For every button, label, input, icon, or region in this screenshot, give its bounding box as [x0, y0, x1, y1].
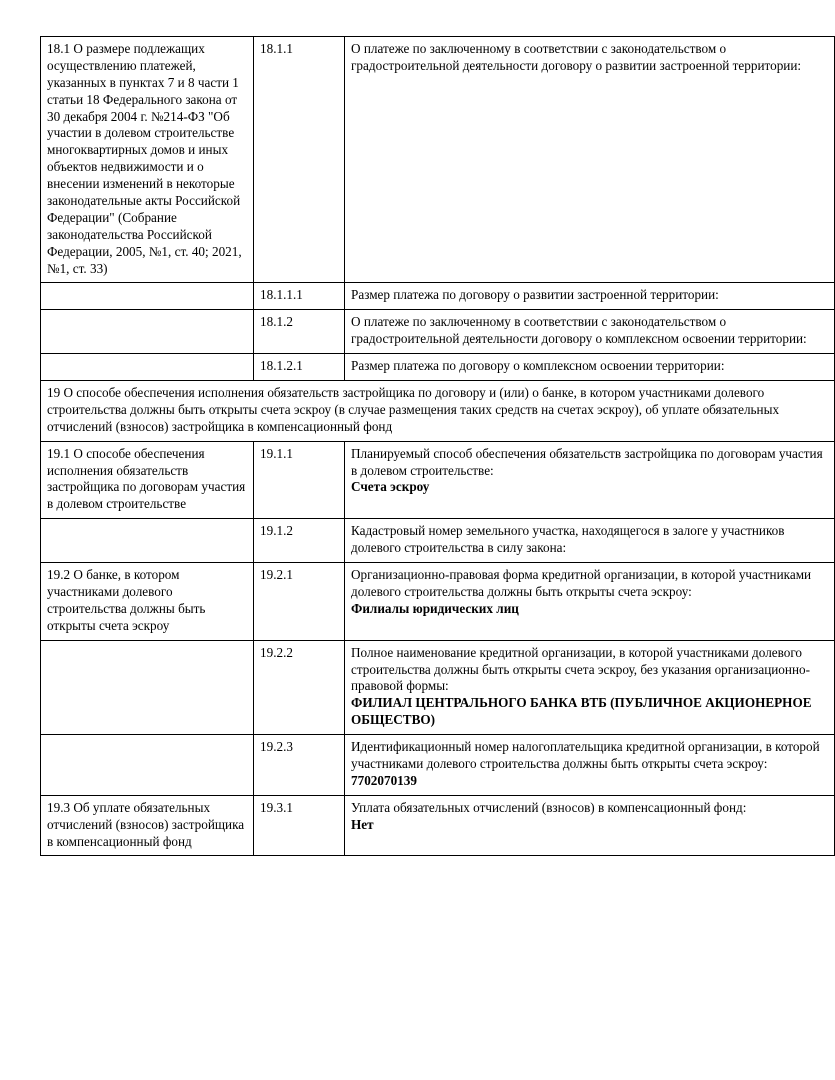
value-text: Размер платежа по договору о развитии застроенной территории: [351, 287, 719, 303]
value-text: О платеже по заключенному в соответствии с законодательством о градостроительной деятельности договору о развитии застроенной территории: [351, 41, 802, 73]
value-text: Уплата обязательных отчислений (взносов) в компенсационный фонд: [351, 799, 747, 815]
value-text: Организационно-правовая форма кредитной организации, в которой участниками долевого строительства должны быть открыты счета эскроу: [351, 567, 812, 599]
table-row [41, 795, 835, 856]
value-text: Полное наименование кредитной организации, в которой участниками долевого строительства должны быть открыты счета эскроу, без указания организационно-правовой формы: [351, 644, 811, 694]
row-description-empty-1 [41, 283, 254, 310]
row-code-18-1-1-1: 18.1.1.1 [254, 283, 345, 310]
row-value-19-2-1 [345, 563, 835, 641]
row-description-empty-5 [41, 640, 254, 734]
disclosure-table [40, 36, 835, 856]
row-code-19-1-1: 19.1.1 [254, 441, 345, 519]
row-value-18-1-2 [345, 310, 835, 354]
row-value-18-1-1 [345, 37, 835, 283]
value-answer: 7702070139 [351, 772, 417, 788]
row-code-19-2-1: 19.2.1 [254, 563, 345, 641]
row-value-19-3-1 [345, 795, 835, 856]
row-description-19-2: 19.2 О банке, в котором участниками долевого строительства должны быть открыты счета эскроу [41, 563, 254, 641]
row-value-19-1-1 [345, 441, 835, 519]
row-description-empty-3 [41, 354, 254, 381]
table-row [41, 735, 835, 796]
value-answer: ФИЛИАЛ ЦЕНТРАЛЬНОГО БАНКА ВТБ (ПУБЛИЧНОЕ АКЦИОНЕРНОЕ ОБЩЕСТВО) [351, 695, 812, 728]
table-row [41, 563, 835, 641]
row-value-19-2-2 [345, 640, 835, 734]
row-value-18-1-2-1 [345, 354, 835, 381]
table-row-section-header [41, 381, 835, 442]
value-answer: Нет [351, 816, 374, 832]
table-row [41, 519, 835, 563]
row-description-19-3: 19.3 Об уплате обязательных отчислений (взносов) застройщика в компенсационный фонд [41, 795, 254, 856]
table-body [41, 37, 835, 856]
value-answer: Филиалы юридических лиц [351, 600, 519, 616]
row-description-empty-4 [41, 519, 254, 563]
value-text: О платеже по заключенному в соответствии с законодательством о градостроительной деятельности договору о комплексном освоении территории: [351, 314, 807, 347]
table-row [41, 640, 835, 734]
table-row [41, 37, 835, 283]
row-code-19-1-2: 19.1.2 [254, 519, 345, 563]
value-text: Кадастровый номер земельного участка, находящегося в залоге у участников долевого строительства в силу закона: [351, 523, 785, 556]
table-row [41, 441, 835, 519]
value-text: Идентификационный номер налогоплательщика кредитной организации, в которой участниками долевого строительства должны быть открыты счета эскроу: [351, 739, 820, 771]
row-code-18-1-2-1: 18.1.2.1 [254, 354, 345, 381]
row-code-19-3-1: 19.3.1 [254, 795, 345, 856]
row-description-empty-2 [41, 310, 254, 354]
row-description-19-1: 19.1 О способе обеспечения исполнения обязательств застройщика по договорам участия в долевом строительстве [41, 441, 254, 519]
value-text: Планируемый способ обеспечения обязательств застройщика по договорам участия в долевом строительстве: [351, 445, 823, 478]
table-row [41, 354, 835, 381]
value-answer: Счета эскроу [351, 479, 430, 495]
row-code-18-1-2: 18.1.2 [254, 310, 345, 354]
table-row [41, 310, 835, 354]
row-value-18-1-1-1 [345, 283, 835, 310]
row-description-empty-6 [41, 735, 254, 796]
table-row [41, 283, 835, 310]
section-header-19: 19 О способе обеспечения исполнения обязательств застройщика по договору и (или) о банке, в котором участниками долевого строительства должны быть открыты счета эскроу (в случае размещения таких средств на счетах эскроу), об уплате обязательных отчислений (взносов) застройщика в компенсационный фонд [41, 381, 835, 442]
row-code-19-2-2: 19.2.2 [254, 640, 345, 734]
row-description-18-1: 18.1 О размере подлежащих осуществлению платежей, указанных в пунктах 7 и 8 части 1 статьи 18 Федерального закона от 30 декабря 2004 г. №214-ФЗ "Об участии в долевом строительстве многоквартирных домов и иных объектов недвижимости и о внесении изменений в некоторые законодательные акты Российской Федерации" (Собрание законодательства Российской Федерации, 2005, №1, ст. 40; 2021, №1, ст. 33) [41, 37, 254, 283]
row-code-18-1-1: 18.1.1 [254, 37, 345, 283]
row-value-19-1-2 [345, 519, 835, 563]
row-value-19-2-3 [345, 735, 835, 796]
row-code-19-2-3: 19.2.3 [254, 735, 345, 796]
value-text: Размер платежа по договору о комплексном освоении территории: [351, 358, 725, 374]
